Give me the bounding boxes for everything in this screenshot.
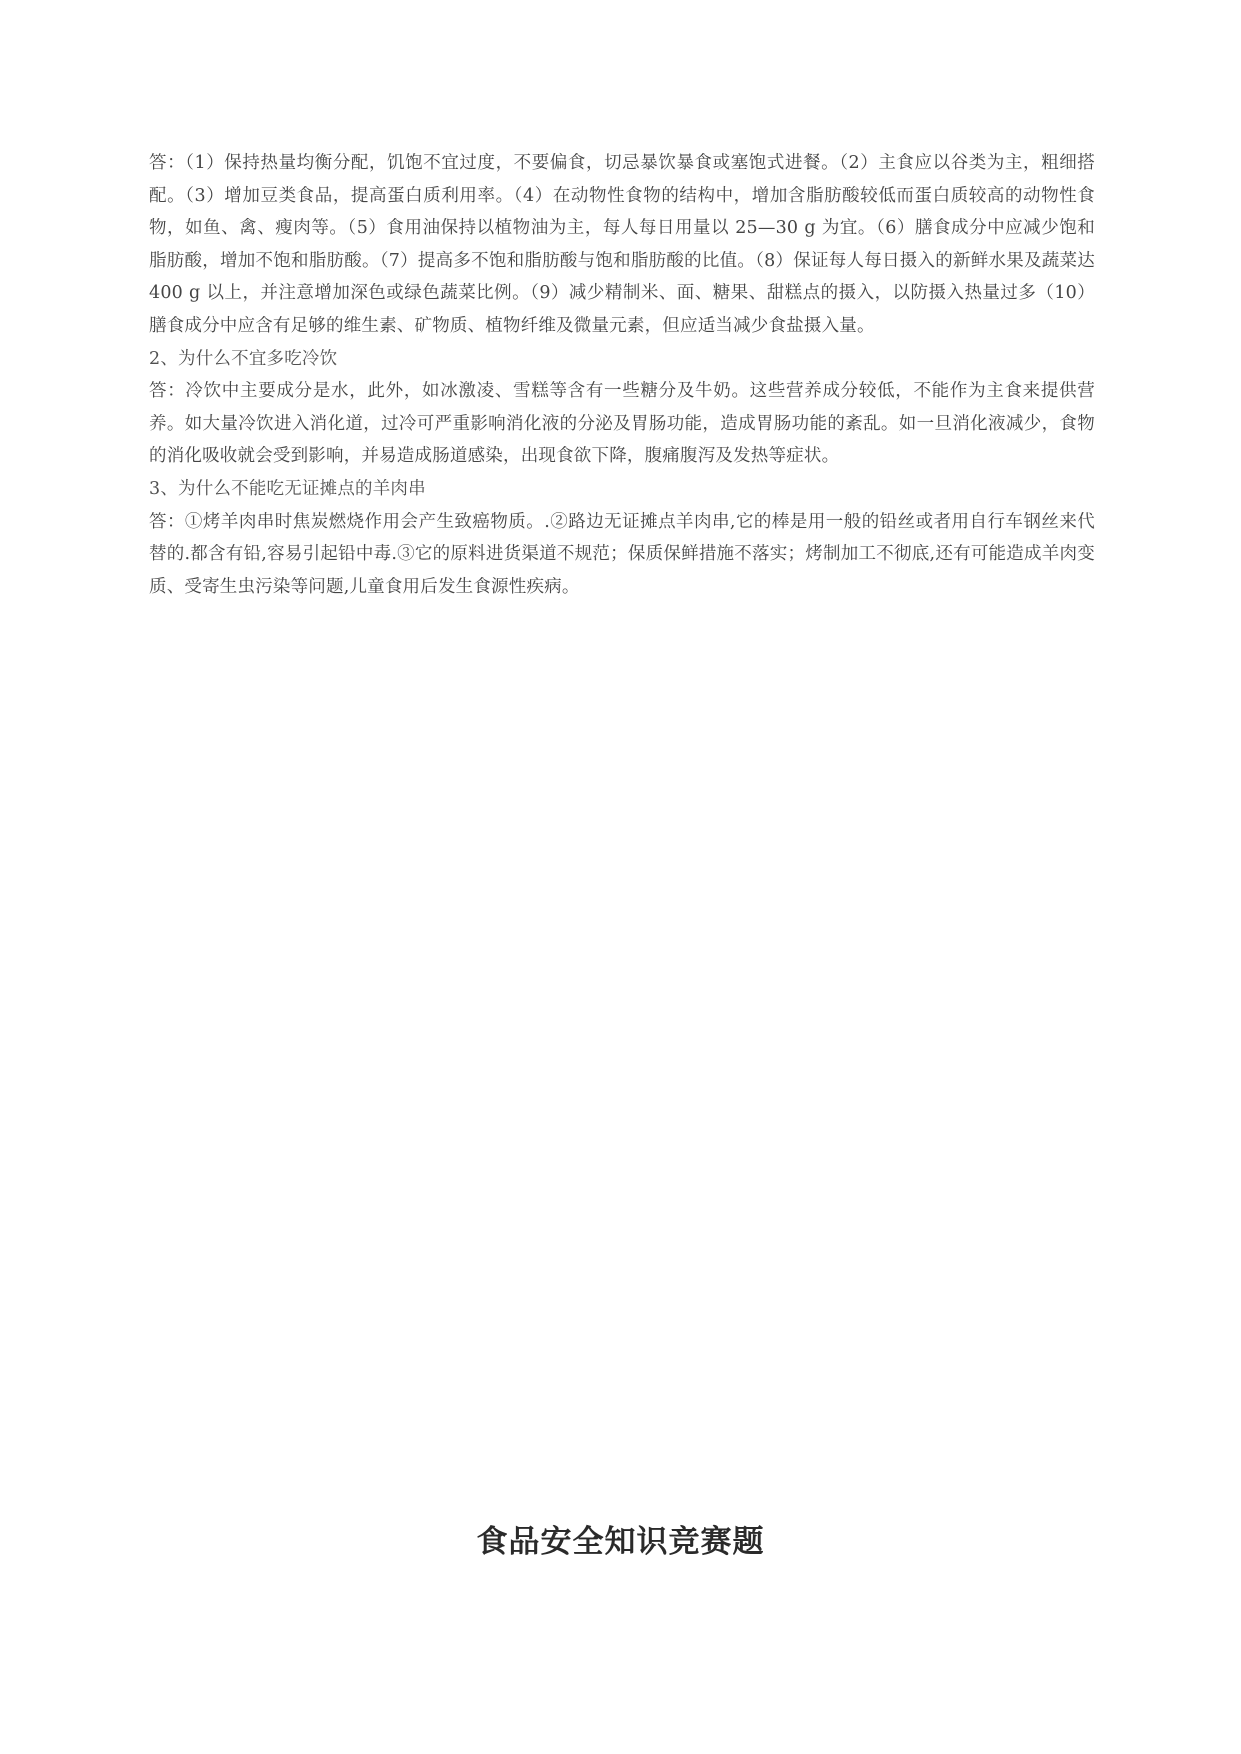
document-title: 食品安全知识竞赛题	[476, 1524, 765, 1560]
question-heading-2: 2、为什么不宜多吃冷饮	[149, 348, 338, 369]
question-heading-3: 3、为什么不能吃无证摊点的羊肉串	[149, 478, 426, 499]
document-body	[149, 147, 1095, 603]
answer-paragraph-2: 答：冷饮中主要成分是水，此外，如冰激凌、雪糕等含有一些糖分及牛奶。这些营养成分较低，不能作为主食来提供营养。如大量冷饮进入消化道，过冷可严重影响消化液的分泌及胃肠功能，造成胃肠功能的紊乱。如一旦消化液减少，食物的消化吸收就会受到影响，并易造成肠道感染，出现食欲下降，腹痛腹泻及发热等症状。	[149, 381, 1095, 467]
answer-paragraph-3: 答：①烤羊肉串时焦炭燃烧作用会产生致癌物质。.②路边无证摊点羊肉串,它的棒是用一般的铅丝或者用自行车钢丝来代替的.都含有铅,容易引起铅中毒.③它的原料进货渠道不规范；保质保鲜措施不落实；烤制加工不彻底,还有可能造成羊肉变质、受寄生虫污染等问题,儿童食用后发生食源性疾病。	[149, 511, 1095, 597]
answer-paragraph-1: 答：（1）保持热量均衡分配，饥饱不宜过度，不要偏食，切忌暴饮暴食或塞饱式进餐。（2）主食应以谷类为主，粗细搭配。（3）增加豆类食品，提高蛋白质利用率。（4）在动物性食物的结构中，增加含脂肪酸较低而蛋白质较高的动物性食物，如鱼、禽、瘦肉等。（5）食用油保持以植物油为主，每人每日用量以 25—30 g 为宜。（6）膳食成分中应减少饱和脂肪酸，增加不饱和脂肪酸。（7）提高多不饱和脂肪酸与饱和脂肪酸的比值。（8）保证每人每日摄入的新鲜水果及蔬菜达 400 g 以上，并注意增加深色或绿色蔬菜比例。（9）减少精制米、面、糖果、甜糕点的摄入，以防摄入热量过多（10）膳食成分中应含有足够的维生素、矿物质、植物纤维及微量元素，但应适当减少食盐摄入量。	[149, 153, 1095, 336]
